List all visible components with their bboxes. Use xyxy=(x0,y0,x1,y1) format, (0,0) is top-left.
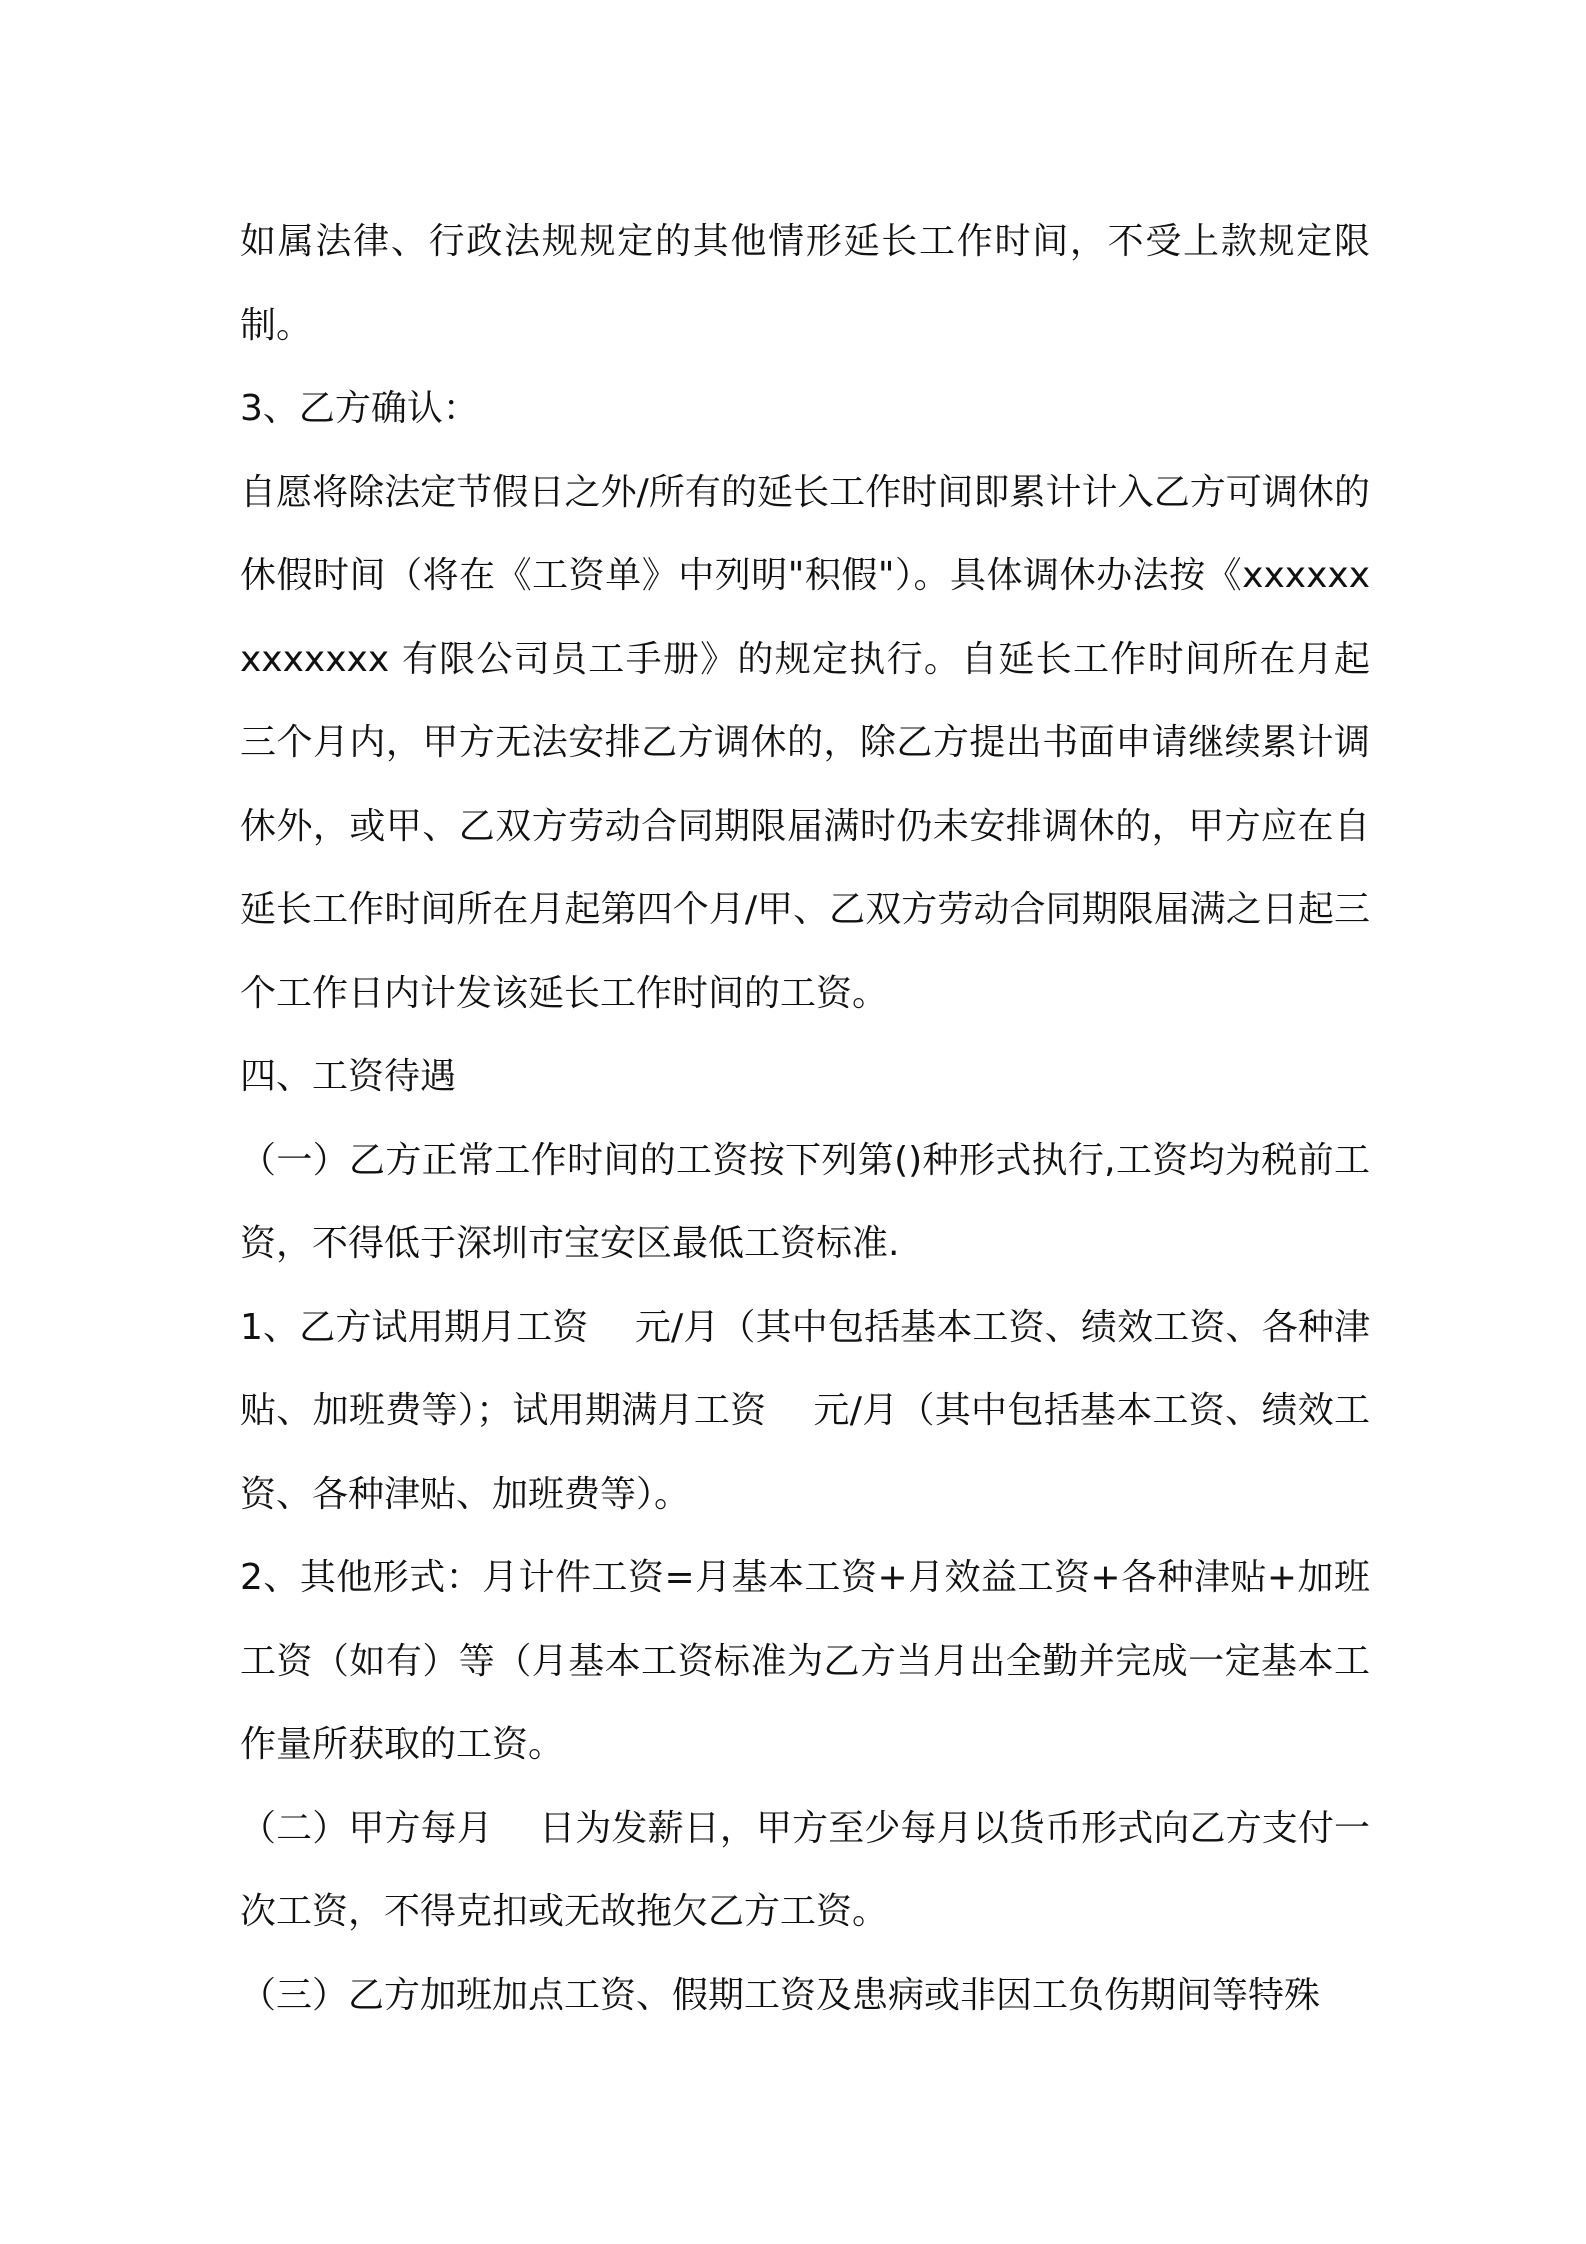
paragraph-overtime-exception: 如属法律、行政法规规定的其他情形延长工作时间，不受上款规定限制。 xyxy=(240,221,1370,346)
paragraph-probation-wage: 1、乙方试用期月工资 元/月（其中包括基本工资、绩效工资、各种津贴、加班费等）；试用期满月工资 元/月（其中包括基本工资、绩效工资、各种津贴、加班费等）。 xyxy=(240,1306,1370,1515)
paragraph-heading-b-confirm: 3、乙方确认： xyxy=(240,388,479,429)
paragraph-payday: （二）甲方每月 日为发薪日，甲方至少每月以货币形式向乙方支付一次工资，不得克扣或无故拖欠乙方工资。 xyxy=(240,1807,1370,1932)
paragraph-piece-rate-wage: 2、其他形式：月计件工资=月基本工资+月效益工资+各种津贴+加班工资（如有）等（月基本工资标准为乙方当月出全勤并完成一定基本工作量所获取的工资。 xyxy=(240,1557,1370,1765)
section-heading-wages: 四、工资待遇 xyxy=(240,1056,457,1097)
document-body xyxy=(240,200,1370,2037)
paragraph-compensatory-leave: 自愿将除法定节假日之外/所有的延长工作时间即累计计入乙方可调休的休假时间（将在《工资单》中列明"积假"）。具体调休办法按《xxxxxxxxxxxxx 有限公司员工手册》的规定执行。自延长工作时间所在月起三个月内，甲方无法安排乙方调休的，除乙方提出书面申请继续累计调休外，或甲、乙双方劳动合同期限届满时仍未安排调休的，甲方应在自延长工作时间所在月起第四个月/甲、乙双方劳动合同期限届满之日起三个工作日内计发该延长工作时间的工资。 xyxy=(240,471,1370,1014)
paragraph-special-wages: （三）乙方加班加点工资、假期工资及患病或非因工负伤期间等特殊 xyxy=(240,1974,1321,2016)
paragraph-wage-form: （一）乙方正常工作时间的工资按下列第()种形式执行,工资均为税前工资，不得低于深圳市宝安区最低工资标准. xyxy=(240,1139,1370,1264)
